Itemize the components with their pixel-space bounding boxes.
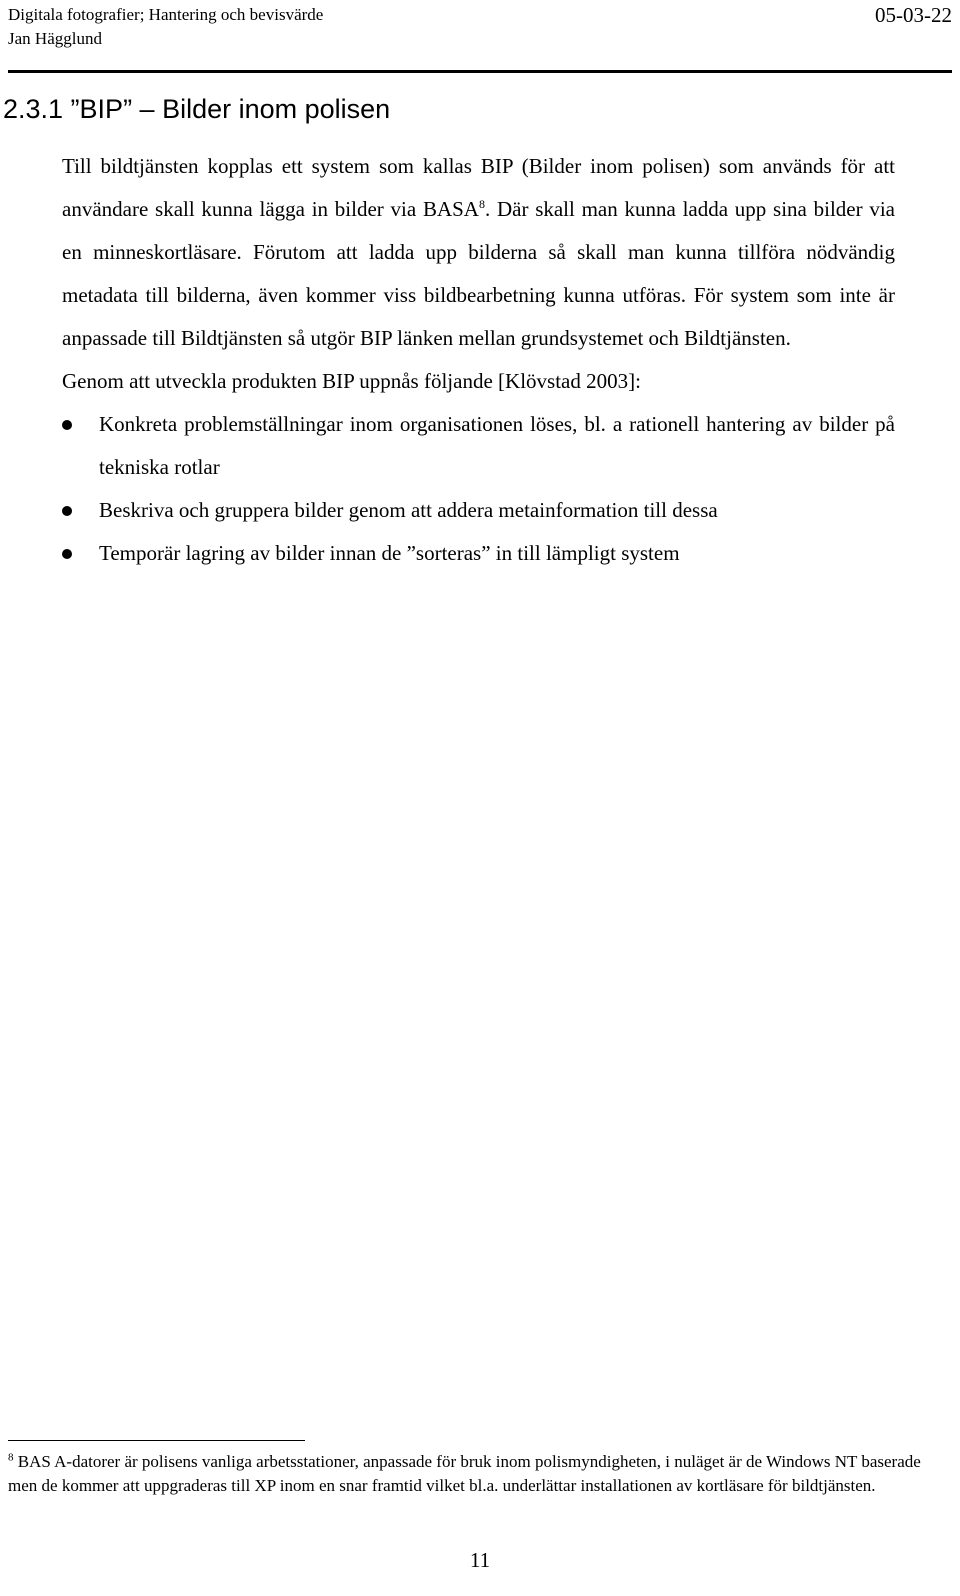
main-content <box>62 145 895 575</box>
header-divider <box>8 70 952 73</box>
list-item <box>62 532 895 575</box>
page-number: 11 <box>469 1548 491 1572</box>
list-item-text: Konkreta problemställningar inom organisationen löses, bl. a rationell hantering av bilder på tekniska rotlar <box>99 412 895 479</box>
footnote-number: 8 <box>8 1451 14 1464</box>
body-paragraph <box>62 145 895 360</box>
bullet-icon <box>62 420 72 430</box>
list-item <box>62 489 895 532</box>
list-item <box>62 403 895 489</box>
bullet-icon <box>62 549 72 559</box>
bullet-icon <box>62 506 72 516</box>
list-item-text: Beskriva och gruppera bilder genom att addera metainformation till dessa <box>99 498 718 522</box>
section-heading: 2.3.1 ”BIP” – Bilder inom polisen <box>3 94 391 124</box>
footnote-text: BAS A-datorer är polisens vanliga arbetsstationer, anpassade för bruk inom polismyndigheten, i nuläget är de Windows NT baserade men de kommer att uppgraderas till XP inom en snar framtid vilket bl.a. underlättar installationen av kortläsare för bildtjänsten. <box>8 1452 921 1495</box>
footnote-divider <box>8 1440 305 1441</box>
footnote <box>8 1450 943 1498</box>
list-item-text: Temporär lagring av bilder innan de ”sorteras” in till lämpligt system <box>99 541 680 565</box>
page-header <box>8 0 952 70</box>
document-title: Digitala fotografier; Hantering och bevisvärde <box>8 5 324 24</box>
header-left <box>8 3 323 51</box>
list-intro: Genom att utveckla produkten BIP uppnås följande [Klövstad 2003]: <box>62 369 641 393</box>
paragraph-text-end: . Där skall man kunna ladda upp sina bilder via en minneskortläsare. Förutom att ladda upp bilderna så skall man kunna tillföra nödvändig metadata till bilderna, även kommer viss bildbearbetning kunna utföras. För system som inte är anpassade till Bildtjänsten så utgör BIP länken mellan grundsystemet och Bildtjänsten. <box>62 197 896 350</box>
bullet-list <box>62 403 895 575</box>
footnote-reference: 8 <box>478 197 485 211</box>
paragraph-text-start: Till bildtjänsten kopplas ett system som kallas BIP (Bilder inom polisen) som används för att användare skall kunna lägga in bilder via BASA <box>62 154 895 221</box>
header-date: 05-03-22 <box>875 3 952 27</box>
author-name: Jan Hägglund <box>8 29 102 48</box>
